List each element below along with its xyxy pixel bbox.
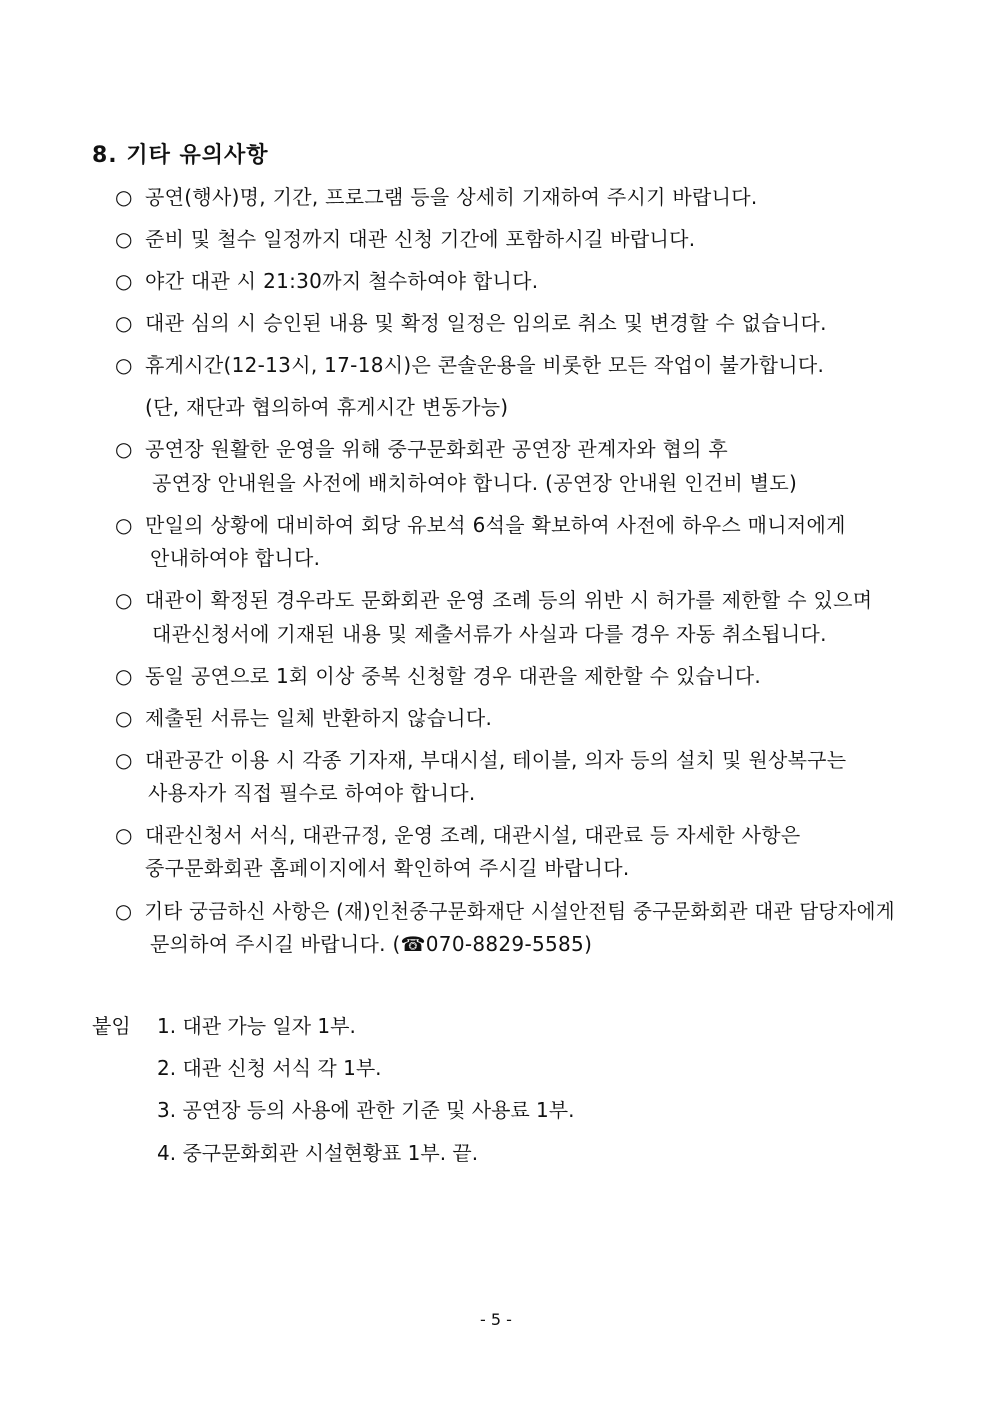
item-text: 공연(행사)명, 기간, 프로그램 등을 상세히 기재하여 주시기 바랍니다. [145,185,758,209]
list-item [115,661,761,691]
item-text: 대관공간 이용 시 각종 기자재, 부대시설, 테이블, 의자 등의 설치 및 원상복구는 [145,748,847,772]
attachment-item: 4. 중구문화회관 시설현황표 1부. 끝. [157,1141,479,1165]
circle-bullet-icon: ○ [115,185,133,209]
item-text: 준비 및 철수 일정까지 대관 신청 기간에 포함하시길 바랍니다. [145,227,696,251]
item-text: 대관신청서 서식, 대관규정, 운영 조례, 대관시설, 대관료 등 자세한 사항은 [145,823,801,847]
list-item [115,266,538,296]
list-item [115,510,846,540]
item-text: 대관 심의 시 승인된 내용 및 확정 일정은 임의로 취소 및 변경할 수 없습니다. [145,311,827,335]
circle-bullet-icon: ○ [115,899,133,923]
circle-bullet-icon: ○ [115,664,133,688]
attachment-item: 1. 대관 가능 일자 1부. [157,1014,356,1038]
page-number: - 5 - [480,1310,512,1329]
item-continuation: 대관신청서에 기재된 내용 및 제출서류가 사실과 다를 경우 자동 취소됩니다. [152,622,827,646]
item-continuation: 안내하여야 합니다. [150,546,321,570]
list-item [115,820,801,850]
list-item [115,896,895,926]
item-continuation: (단, 재단과 협의하여 휴게시간 변동가능) [145,395,509,419]
item-continuation: 사용자가 직접 필수로 하여야 합니다. [148,781,476,805]
circle-bullet-icon: ○ [115,227,133,251]
list-item [115,745,846,775]
attachment-item: 3. 공연장 등의 사용에 관한 기준 및 사용료 1부. [157,1098,575,1122]
list-item [115,703,492,733]
item-text: 기타 궁금하신 사항은 (재)인천중구문화재단 시설안전팀 중구문화회관 대관 담당자에게 [144,899,895,923]
circle-bullet-icon: ○ [115,353,133,377]
list-item [115,308,827,338]
circle-bullet-icon: ○ [115,437,133,461]
item-text: 공연장 원활한 운영을 위해 중구문화회관 공연장 관계자와 협의 후 [145,437,728,461]
list-item [115,434,728,464]
list-item [115,585,872,615]
item-continuation: 공연장 안내원을 사전에 배치하여야 합니다. (공연장 안내원 인건비 별도) [152,471,798,495]
circle-bullet-icon: ○ [115,311,133,335]
list-item [115,182,758,212]
item-text: 휴게시간(12-13시, 17-18시)은 콘솔운용을 비롯한 모든 작업이 불가합니다. [145,353,825,377]
circle-bullet-icon: ○ [115,513,133,537]
circle-bullet-icon: ○ [115,269,133,293]
circle-bullet-icon: ○ [115,588,133,612]
section-title: 8. 기타 유의사항 [92,143,269,168]
item-continuation: 문의하여 주시길 바랍니다. (☎070-8829-5585) [150,932,593,956]
item-text: 제출된 서류는 일체 반환하지 않습니다. [145,706,493,730]
attachments-label: 붙임 [92,1014,131,1038]
circle-bullet-icon: ○ [115,706,133,730]
list-item [115,350,824,380]
item-text: 야간 대관 시 21:30까지 철수하여야 합니다. [145,269,539,293]
circle-bullet-icon: ○ [115,748,133,772]
attachment-item: 2. 대관 신청 서식 각 1부. [157,1056,382,1080]
list-item [115,224,695,254]
circle-bullet-icon: ○ [115,823,133,847]
item-text: 만일의 상황에 대비하여 회당 유보석 6석을 확보하여 사전에 하우스 매니저에게 [145,513,846,537]
item-text: 동일 공연으로 1회 이상 중복 신청할 경우 대관을 제한할 수 있습니다. [145,664,761,688]
item-text: 대관이 확정된 경우라도 문화회관 운영 조례 등의 위반 시 허가를 제한할 수 있으며 [145,588,873,612]
item-continuation: 중구문화회관 홈페이지에서 확인하여 주시길 바랍니다. [145,856,630,880]
